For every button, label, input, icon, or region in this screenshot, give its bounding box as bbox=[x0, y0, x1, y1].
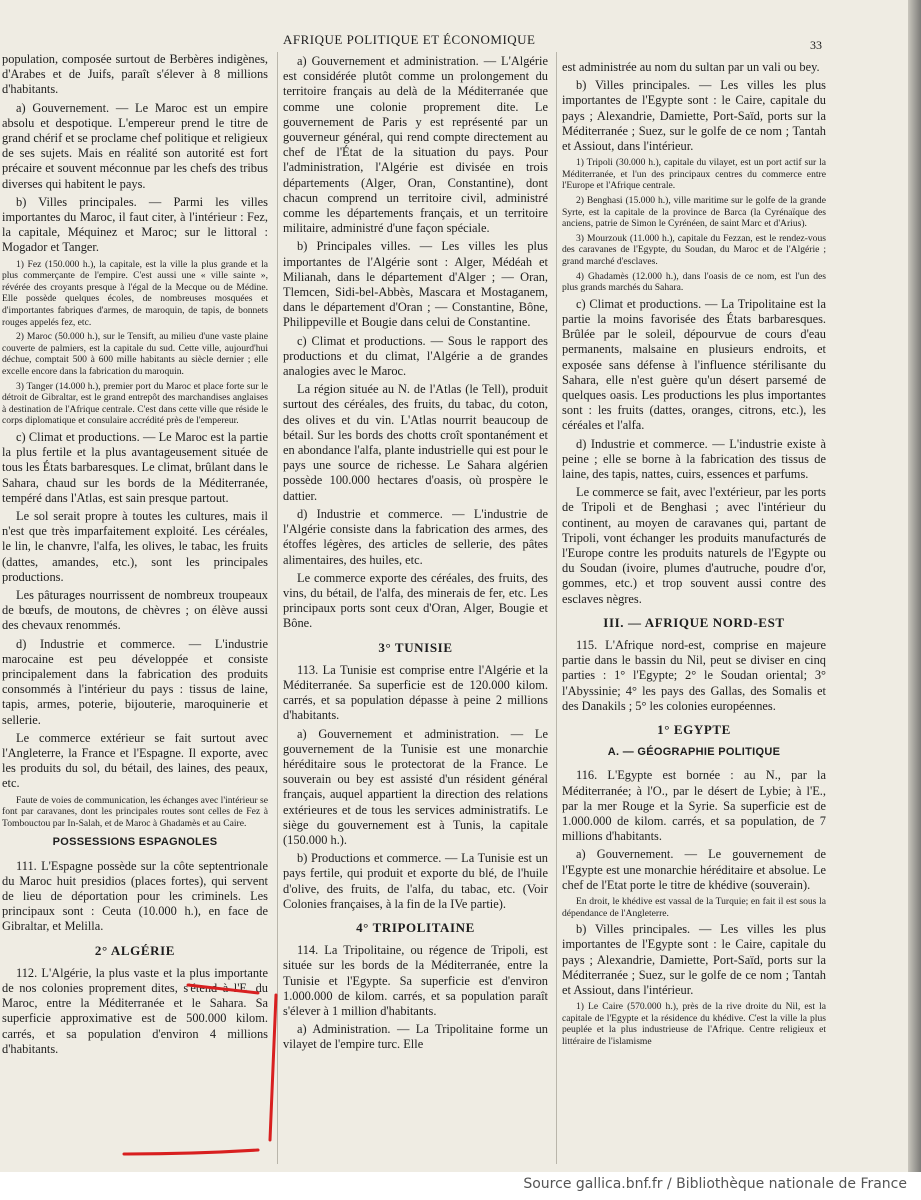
paragraph: c) Climat et productions. — Le Maroc est la partie la plus fertile et la plus avantageusement située de tous les États barbaresques. Le climat, brûlant dans le Sahara, chaud sur les bords de la Méditerranée, tempéré dans l'Atlas, est sain presque partout. bbox=[2, 429, 268, 505]
paragraph: Les pâturages nourrissent de nombreux troupeaux de bœufs, de moutons, de chèvres ; on élève aussi des chevaux renommés. bbox=[2, 587, 268, 633]
paragraph: 116. L'Egypte est bornée : au N., par la Méditerranée; à l'O., par le désert de Lybie; à l'E., par la mer Rouge et la Syrie. Sa superficie est de 1.000.000 de kilom. carrés, et sa population, de 7 millions d'habitants. bbox=[562, 768, 826, 844]
paragraph: d) Industrie et commerce. — L'industrie de l'Algérie consiste dans la fabrication des armes, des étoffes légères, des articles de sellerie, des pâtes alimentaires, des huiles, etc. bbox=[283, 506, 548, 567]
paragraph: b) Villes principales. — Les villes les plus importantes de l'Egypte sont : le Caire, capitale du pays ; Alexandrie, Damiette, Port-Saïd, ports sur la Méditerranée ; Suez, sur le golfe de ce nom ; Tantah et Assiout, dans l'intérieur. bbox=[562, 78, 826, 154]
paragraph: est administrée au nom du sultan par un vali ou bey. bbox=[562, 60, 820, 74]
paragraph: Le commerce exporte des céréales, des fruits, des vins, du bétail, de l'alfa, des minerais de fer, etc. Les principaux ports sont ceux d'Oran, Alger, Bougie et Bône. bbox=[283, 570, 548, 631]
paragraph: a) Gouvernement. — Le gouvernement de l'Egypte est une monarchie héréditaire et absolue. Le chef de l'Etat porte le titre de khédive (souverain). bbox=[562, 847, 826, 892]
subsection-heading: A. — GÉOGRAPHIE POLITIQUE bbox=[607, 746, 781, 759]
paragraph: Le sol serait propre à toutes les cultures, mais il n'est que très imparfaitement exploité. Les céréales, le lin, le chanvre, l'alfa, les olives, le tabac, les fruits (dattes, amandes, etc.), sont les principales productions. bbox=[2, 508, 268, 584]
paragraph: 112. L'Algérie, la plus vaste et la plus importante de nos colonies proprement dites, s'étend à l'E. du Maroc, entre la Méditerranée et le Sahara. Sa superficie approximative est de 500.000 kilom. carrés, et sa population d'environ 4 millions d'habitants. bbox=[2, 965, 268, 1056]
note: 4) Ghadamès (12.000 h.), dans l'oasis de ce nom, est l'un des plus grands marchés du Sahara. bbox=[562, 270, 826, 294]
red-bracket-mark bbox=[270, 995, 276, 1140]
note: 2) Maroc (50.000 h.), sur le Tensift, au milieu d'une vaste plaine couverte de palmiers, est la capitale du sud. Cette ville, aujourd'hui déchue, comptait 500 à 600 mille habitants au siècle dernier ; elle excelle encore dans la fabrication du maroquin. bbox=[2, 331, 268, 377]
section-heading: POSSESSIONS ESPAGNOLES bbox=[52, 836, 218, 849]
running-head: AFRIQUE POLITIQUE ET ÉCONOMIQUE bbox=[283, 32, 536, 47]
paragraph: a) Gouvernement. — Le Maroc est un empire absolu et despotique. L'empereur prend le titre de grand chérif et se proclame chef politique et religieux de ses sujets. Mais en réalité son autorité est fort précaire et souvent méconnue par les chefs des tribus diverses qui habitent le pays. bbox=[2, 100, 268, 191]
page-edge-shadow bbox=[908, 0, 921, 1172]
paragraph: a) Administration. — La Tripolitaine forme un vilayet de l'empire turc. Elle bbox=[283, 1022, 548, 1052]
paragraph: 111. L'Espagne possède sur la côte septentrionale du Maroc huit presidios (places fortes), qui servent de lieu de déportation pour les criminels. Les principaux sont : Ceuta (10.000 h.), en face de Gibraltar, et Melilla. bbox=[2, 858, 268, 934]
paragraph: La région située au N. de l'Atlas (le Tell), produit surtout des céréales, des fruits, du tabac, du coton, des olives et du vin. L'Atlas nourrit beaucoup de bétail. Sur les bords des chotts croît spontanément et en abondance l'alfa, plante industrielle qui est pour le pays une source de richesse. Le Sahara algérien possède 100.000 hectares d'oasis, où prospère le dattier. bbox=[283, 382, 548, 503]
section-heading: 2° ALGÉRIE bbox=[94, 942, 176, 958]
paragraph: c) Climat et productions. — La Tripolitaine est la partie la moins favorisée des États barbaresques. Brûlée par le soleil, dépourvue de cours d'eau permanents, malsaine en plusieurs endroits, et exposée sans défense à l'influence stérilisante du Sahara, elle n'est guère qu'un désert parsemé de quelques oasis. Les productions les plus importantes sont : les fruits (dattes, oranges, citrons, etc.), les céréales et l'alfa. bbox=[562, 296, 826, 433]
section-heading: 1° EGYPTE bbox=[657, 722, 731, 738]
paragraph: a) Gouvernement et administration. — Le gouvernement de la Tunisie est une monarchie héréditaire sous le protectorat de la France. Le souverain ou bey est assisté d'un résident général français, auquel appartient la direction des relations extérieures et de tous les services administratifs. Le siège du gouvernement est à Tunis, la capitale (150.000 h.). bbox=[283, 726, 548, 847]
paragraph: b) Productions et commerce. — La Tunisie est un pays fertile, qui produit et exporte du blé, de l'huile d'olive, des fruits, de l'alfa, du tabac, etc. (Voir Colonies françaises, à la fin de la IVe partie). bbox=[283, 851, 548, 911]
paragraph: 113. La Tunisie est comprise entre l'Algérie et la Méditerranée. Sa superficie est de 120.000 kilom. carrés, et sa population dépasse à peine 2 millions d'habitants. bbox=[283, 662, 548, 723]
paragraph: b) Principales villes. — Les villes les plus importantes de l'Algérie sont : Alger, Médéah et Milianah, dans le département d'Alger ; — Oran, Tlemcen, Sidi-bel-Abbès, Mascara et Mostaganem, dans le département d'Oran ; — Constantine, Bône, Philippeville et Bougie dans celui de Constantine. bbox=[283, 239, 548, 330]
note: En droit, le khédive est vassal de la Turquie; en fait il est sous la dépendance de l'Angleterre. bbox=[562, 896, 826, 919]
paragraph: d) Industrie et commerce. — L'industrie existe à peine ; elle se borne à la fabrication des tissus de laine, des tapis, nattes, cuirs, essences et parfums. bbox=[562, 436, 826, 481]
paragraph: 115. L'Afrique nord-est, comprise en majeure partie dans le bassin du Nil, peut se diviser en cinq parties : 1° l'Egypte; 2° le Soudan oriental; 3° l'Abyssinie; 4° les pays des Gallas, des Somalis et des Danakils ; 5° les colonies européennes. bbox=[562, 638, 826, 713]
note: 2) Benghasi (15.000 h.), ville maritime sur le golfe de la grande Syrte, est la capitale de la province de Barca (la Cyrénaïque des anciens, patrie de Simon le Cyrénéen, de saint Marc et d'Arius). bbox=[562, 195, 826, 230]
red-underline-mark bbox=[188, 985, 258, 993]
note: 1) Tripoli (30.000 h.), capitale du vilayet, est un port actif sur la Méditerranée, et l'un des principaux centres du commerce entre l'Europe et l'Afrique centrale. bbox=[562, 157, 826, 192]
note: 1) Le Caire (570.000 h.), près de la rive droite du Nil, est la capitale de l'Egypte et la résidence du khédive. C'est la ville la plus peuplée et la plus industrieuse de l'Afrique. Centre religieux et littéraire de l'islamisme bbox=[562, 1001, 826, 1048]
paragraph: population, composée surtout de Berbères indigènes, d'Arabes et de Juifs, paraît s'élever à 8 millions d'habitants. bbox=[2, 52, 268, 97]
note: 3) Tanger (14.000 h.), premier port du Maroc et place forte sur le détroit de Gibraltar, est le grand entrepôt des marchandises anglaises à destination de l'Afrique centrale. C'est dans cette ville que réside le corps diplomatique et consulaire accrédité près de l'empereur. bbox=[2, 380, 268, 427]
source-credit: Source gallica.bnf.fr / Bibliothèque nationale de France bbox=[523, 1176, 907, 1192]
note: 3) Mourzouk (11.000 h.), capitale du Fezzan, est le rendez-vous des caravanes de l'Egypte, du Soudan, du Maroc et de l'Algérie ; grand marché d'esclaves. bbox=[562, 232, 826, 267]
section-heading: 4° TRIPOLITAINE bbox=[356, 919, 475, 935]
page-number: 33 bbox=[810, 38, 822, 52]
paragraph: a) Gouvernement et administration. — L'Algérie est considérée plutôt comme un prolongement du territoire français au delà de la Méditerranée que comme une colonie proprement dite. Le gouvernement de Paris y est représenté par un gouverneur général, qui rend compte directement au chef de l'État de la situation du pays. Pour l'administration, l'Algérie est divisée en trois départements (Alger, Oran, Constantine), dont chacun comprend un territoire civil, administré comme les départements français, et un territoire militaire, administré d'une façon spéciale. bbox=[283, 54, 548, 236]
section-heading: 3° TUNISIE bbox=[378, 639, 453, 655]
paragraph: Le commerce extérieur se fait surtout avec l'Angleterre, la France et l'Espagne. Il exporte, avec les produits du sol, du bétail, des laines, des peaux, etc. bbox=[2, 730, 268, 791]
paragraph: c) Climat et productions. — Sous le rapport des productions et du climat, l'Algérie a de grandes analogies avec le Maroc. bbox=[283, 333, 548, 379]
paragraph: Le commerce se fait, avec l'extérieur, par les ports de Tripoli et de Benghasi ; avec l'intérieur du continent, au moyen de caravanes qui, partant de Tripoli, vont échanger les produits manufacturés de l'Europe contre les produits naturels de l'Egypte ou du Soudan (ivoire, plumes d'autruche, poudre d'or, gommes, etc.) et trop souvent aussi contre des esclaves nègres. bbox=[562, 485, 826, 606]
paragraph: 114. La Tripolitaine, ou régence de Tripoli, est située sur les bords de la Méditerranée, entre la Tunisie et l'Egypte. Sa superficie est d'environ 1.000.000 de kilom. carrés, et sa population paraît s'élever à 1 million d'habitants. bbox=[283, 943, 548, 1018]
note: Faute de voies de communication, les échanges avec l'intérieur se font par caravanes, dont les principales routes sont celles de Fez à Tombouctou par In-Salah, et de Maroc à Ghadamès et au Caire. bbox=[2, 794, 268, 829]
paragraph: d) Industrie et commerce. — L'industrie marocaine est peu développée et consiste principalement dans la fabrication des produits consommés à l'intérieur du pays : tissus de laine, tapis, armes, poterie, bijouterie, maroquinerie et sellerie. bbox=[2, 636, 268, 727]
red-underline-mark bbox=[124, 1150, 258, 1154]
section-heading: III. — AFRIQUE NORD-EST bbox=[603, 614, 785, 630]
paragraph: b) Villes principales. — Les villes les plus importantes de l'Egypte sont : le Caire, capitale du pays ; Alexandrie, Damiette, Port-Saïd, ports sur la Méditerranée ; Suez, sur le golfe de ce nom ; Tantah et Assiout, dans l'intérieur. bbox=[562, 922, 826, 998]
note: 1) Fez (150.000 h.), la capitale, est la ville la plus grande et la plus commerçante de l'empire. C'est aussi une « ville sainte », révérée des croyants presque à l'égal de la Mecque ou de Médine. Elle possède quelques écoles, de nombreuses mosquées et d'importantes fabriques d'armes, de maroquin, de tapis, de bonnets rouges appelés fez, etc. bbox=[2, 258, 268, 328]
paragraph: b) Villes principales. — Parmi les villes importantes du Maroc, il faut citer, à l'intérieur : Fez, la capitale, Méquinez et Maroc; sur le littoral : Mogador et Tanger. bbox=[2, 194, 268, 255]
